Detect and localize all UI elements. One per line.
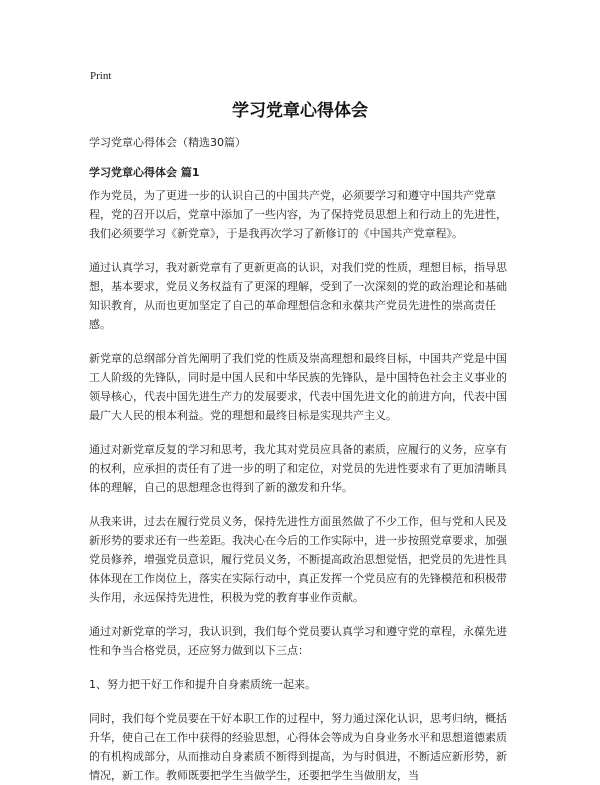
paragraph: 新党章的总纲部分首先阐明了我们党的性质及崇高理想和最终目标，中国共产党是中国工人阶级的先锋队，同时是中国人民和中华民族的先锋队，是中国特色社会主义事业的领导核心，代表中国先进生产力的发展要求，代表中国先进文化的前进方向，代表中国最广大人民的根本利益。党的理想和最终目标是实现共产主义。	[89, 352, 507, 422]
page-title: 学习党章心得体会	[232, 101, 368, 121]
paragraph: 同时，我们每个党员要在干好本职工作的过程中，努力通过深化认识，思考归纳，概括升华，使自己在工作中获得的经验思想，心得体会等成为自身业务水平和思想道德素质的有机构成部分，从而推动自身素质不断得到提高，为与时俱进，不断适应新形势，新情况，新工作。教师既要把学生当做学生，还要把学生当做朋友，当	[89, 712, 507, 782]
paragraph: 通过对新党章反复的学习和思考，我尤其对党员应具备的素质，应履行的义务，应享有的权利，应承担的责任有了进一步的明了和定位，对党员的先进性要求有了更加清晰具体的理解，自己的思想理念也得到了新的激发和升华。	[89, 443, 507, 494]
document-subtitle: 学习党章心得体会（精选30篇）	[89, 136, 246, 149]
document-body	[89, 133, 517, 785]
paragraph: 从我来讲，过去在履行党员义务，保持先进性方面虽然做了不少工作，但与党和人民及新形势的要求还有一些差距。我决心在今后的工作实际中，进一步按照党章要求，加强党员修养，增强党员意识，履行党员义务，不断提高政治思想觉悟，把党员的先进性具体体现在工作岗位上，落实在实际行动中，真正发挥一个党员应有的先锋模范和积极带头作用，永远保持先进性，积极为党的教育事业作贡献。	[89, 515, 507, 604]
numbered-point: 1、努力把干好工作和提升自身素质统一起来。	[89, 678, 316, 691]
section-heading: 学习党章心得体会 篇1	[89, 166, 200, 179]
paragraph: 通过认真学习，我对新党章有了更新更高的认识，对我们党的性质，理想目标，指导思想，基本要求，党员义务权益有了更深的理解，受到了一次深刻的党的政治理论和基础知识教育，从而也更加坚定了自己的革命理想信念和永葆共产党员先进性的崇高责任感。	[89, 261, 507, 331]
paragraph: 通过对新党章的学习，我认识到，我们每个党员要认真学习和遵守党的章程，永葆先进性和争当合格党员，还应努力做到以下三点：	[89, 625, 507, 657]
print-label: Print	[90, 70, 112, 82]
paragraph: 作为党员，为了更进一步的认识自己的中国共产党，必须要学习和遵守中国共产党章程，党的召开以后，党章中添加了一些内容，为了保持党员思想上和行动上的先进性，我们必须要学习《新党章》，于是我再次学习了新修订的《中国共产党章程》。	[89, 189, 507, 240]
